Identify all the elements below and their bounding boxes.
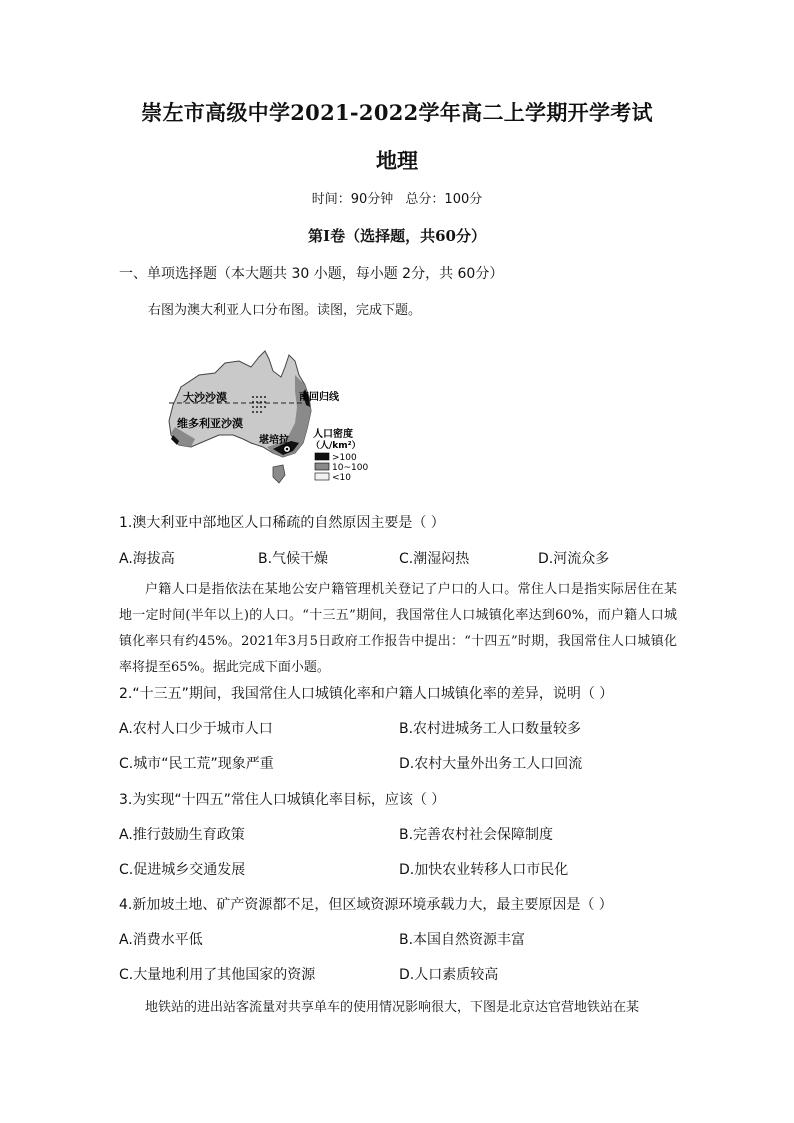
question-3-option-b: B.完善农村社会保障制度	[399, 827, 554, 843]
question-2-option-d: D.农村大量外出务工人口回流	[399, 756, 583, 772]
passage-household: 户籍人口是指依法在某地公安户籍管理机关登记了户口的人口。常住人口是指实际居住在某地一定时间(半年以上)的人口。“十三五”期间，我国常住人口城镇化率达到60%，而户籍人口城镇化率只有约45%。2021年3月5日政府工作报告中提出：“十四五”时期，我国常住人口城镇化率将提至65%。据此完成下面小题。	[119, 582, 677, 675]
exam-time: 时间：90分钟	[311, 192, 394, 207]
question-4-option-d: D.人口素质较高	[399, 967, 499, 983]
question-4-option-c: C.大量地利用了其他国家的资源	[119, 967, 316, 983]
question-4-option-a: A.消费水平低	[119, 932, 203, 948]
question-1-stem: 1.澳大利亚中部地区人口稀疏的自然原因主要是（ ）	[119, 515, 445, 531]
question-3-option-d: D.加快农业转移人口市民化	[399, 862, 569, 878]
question-1-option-c: C.潮湿闷热	[399, 551, 470, 567]
label-victoria-desert: 维多利亚沙漠	[177, 417, 243, 430]
exam-meta	[0, 188, 794, 207]
question-1-option-a: A.海拔高	[119, 551, 175, 567]
label-tropic: 南回归线	[299, 392, 339, 403]
question-2-option-b: B.农村进城务工人口数量较多	[399, 721, 582, 737]
passage-metro-bike: 地铁站的进出站客流量对共享单车的使用情况影响很大，下图是北京达官营地铁站在某	[145, 1000, 640, 1015]
question-4-option-b: B.本国自然资源丰富	[399, 932, 526, 948]
question-3-option-a: A.推行鼓励生育政策	[119, 827, 245, 843]
subject-title: 地理	[376, 148, 418, 173]
exam-title: 崇左市高级中学2021-2022学年高二上学期开学考试	[141, 100, 653, 125]
question-3-option-c: C.促进城乡交通发展	[119, 862, 246, 878]
exam-score: 总分：100分	[405, 192, 483, 207]
australia-population-map	[155, 345, 385, 495]
legend-unit: （人/km²）	[311, 441, 361, 451]
question-3-stem: 3.为实现“十四五”常住人口城镇化率目标，应该（ ）	[119, 792, 446, 808]
question-1-option-b: B.气候干燥	[258, 551, 329, 567]
legend-swatch-mid	[315, 463, 329, 470]
question-4-stem: 4.新加坡土地、矿产资源都不足，但区域资源环境承载力大，最主要原因是（ ）	[119, 897, 613, 913]
label-great-sandy-desert: 大沙沙漠	[183, 391, 227, 404]
legend-mid: 10~100	[332, 463, 369, 473]
legend-swatch-low	[315, 473, 329, 480]
legend-low: <10	[332, 473, 351, 483]
legend-swatch-high	[315, 453, 329, 460]
legend-title: 人口密度	[313, 429, 353, 440]
tasmania	[273, 465, 285, 483]
legend-high: >100	[332, 453, 357, 463]
section-heading: 一、单项选择题（本大题共 30 小题，每小题 2分，共 60分）	[119, 266, 504, 282]
question-2-option-a: A.农村人口少于城市人口	[119, 721, 273, 737]
question-1-option-d: D.河流众多	[538, 551, 610, 567]
label-canberra: 堪培拉	[259, 435, 289, 446]
map-intro: 右图为澳大利亚人口分布图。读图，完成下题。	[148, 303, 422, 318]
question-2-stem: 2.“十三五”期间，我国常住人口城镇化率和户籍人口城镇化率的差异，说明（ ）	[119, 686, 614, 702]
question-2-option-c: C.城市“民工荒”现象严重	[119, 756, 274, 772]
volume-heading: 第Ⅰ卷（选择题，共60分）	[308, 227, 486, 245]
